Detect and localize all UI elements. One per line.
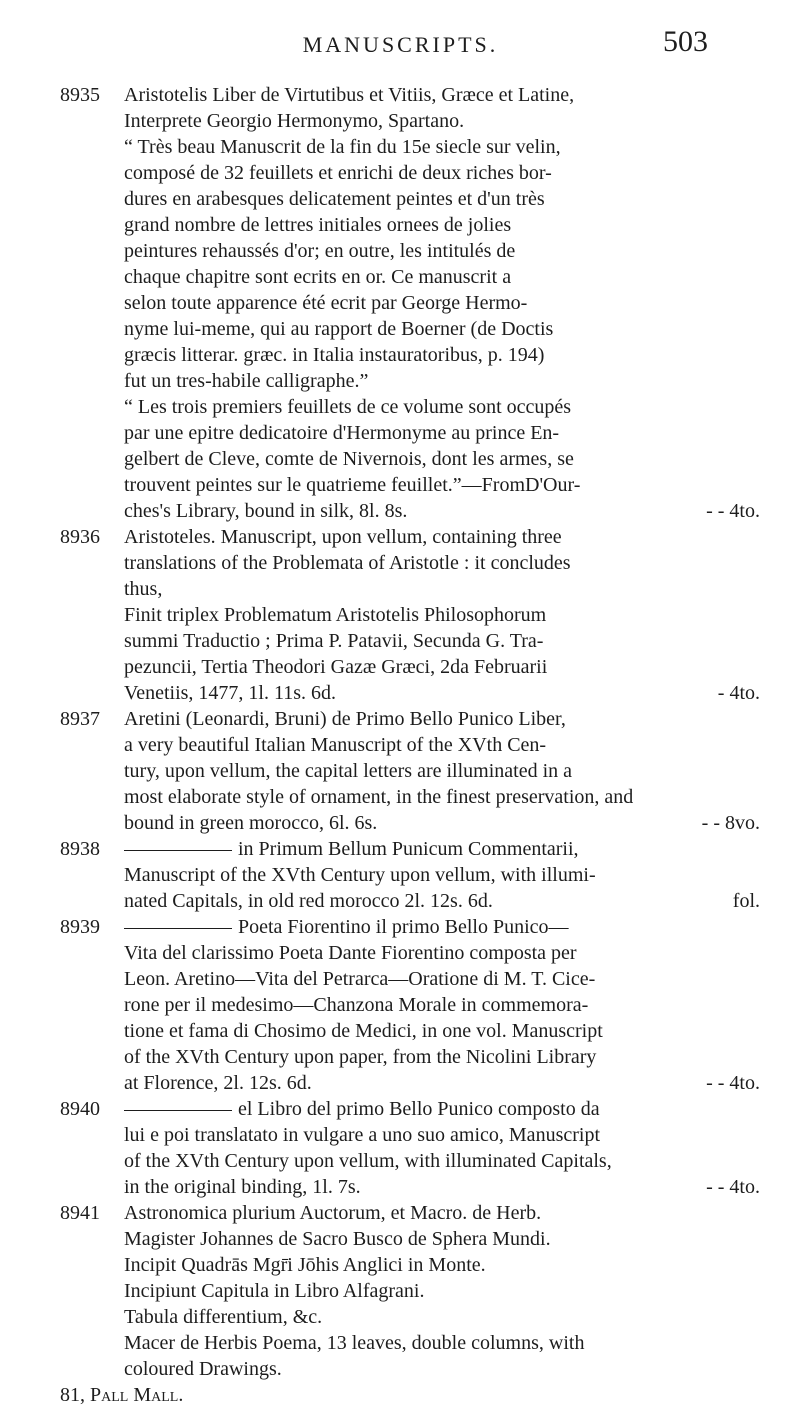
entry-line	[124, 680, 760, 706]
line-text: nated Capitals, in old red morocco 2l. 12s. 6d.	[124, 890, 493, 912]
ditto-rule	[124, 1110, 232, 1111]
entry-line	[124, 108, 760, 134]
format-price: - - 4to.	[706, 1176, 760, 1198]
lot-number: 8938	[60, 838, 100, 860]
entry-line	[124, 1278, 760, 1304]
entry-line	[124, 1174, 760, 1200]
entry-line	[124, 1252, 760, 1278]
entry-line	[124, 1200, 760, 1226]
line-text: par une epitre dedicatoire d'Hermonyme au prince En-	[124, 422, 560, 444]
entry-line	[124, 706, 760, 732]
entry-line	[124, 82, 760, 108]
line-text: Venetiis, 1477, 1l. 11s. 6d.	[124, 682, 337, 704]
entry-text	[124, 1200, 760, 1382]
line-text: ches's Library, bound in silk, 8l. 8s.	[124, 500, 408, 522]
line-text: Incipit Quadrās Mgr̄i Jōhis Anglici in Monte.	[124, 1254, 486, 1276]
line-text: græcis litterar. græc. in Italia instauratoribus, p. 194)	[124, 344, 545, 366]
line-text: thus,	[124, 578, 163, 600]
line-text: Poeta Fiorentino il primo Bello Punico—	[238, 916, 569, 938]
line-text: gelbert de Cleve, comte de Nivernois, dont les armes, se	[124, 448, 574, 470]
catalogue-entry	[60, 836, 760, 914]
ditto-rule	[124, 850, 232, 851]
entry-line	[124, 264, 760, 290]
ditto-rule	[124, 928, 232, 929]
line-text: fut un tres-habile calligraphe.”	[124, 370, 369, 392]
line-text: Interprete Georgio Hermonymo, Spartano.	[124, 110, 465, 132]
catalogue-body	[60, 82, 760, 1408]
line-text: peintures rehaussés d'or; en outre, les intitulés de	[124, 240, 516, 262]
entry-line	[124, 212, 760, 238]
entry-line	[124, 420, 760, 446]
line-text: summi Traductio ; Prima P. Patavii, Secunda G. Tra-	[124, 630, 544, 652]
line-text: Finit triplex Problematum Aristotelis Philosophorum	[124, 604, 547, 626]
entry-text	[124, 1096, 760, 1200]
entry-line	[124, 1096, 760, 1122]
lot-number: 8941	[60, 1202, 100, 1224]
line-text: Aristoteles. Manuscript, upon vellum, containing three	[124, 526, 562, 548]
entry-line	[124, 238, 760, 264]
line-text: “ Très beau Manuscrit de la fin du 15e siecle sur velin,	[124, 136, 561, 158]
entry-line	[124, 446, 760, 472]
entry-line	[124, 628, 760, 654]
entry-line	[124, 576, 760, 602]
entry-line	[124, 1122, 760, 1148]
entry-line	[124, 1148, 760, 1174]
line-text: lui e poi translatato in vulgare a uno suo amico, Manuscript	[124, 1124, 600, 1146]
entry-line	[124, 134, 760, 160]
line-text: tione et fama di Chosimo de Medici, in one vol. Manuscript	[124, 1020, 603, 1042]
format-price: - - 8vo.	[701, 812, 760, 834]
line-text: of the XVth Century upon vellum, with illuminated Capitals,	[124, 1150, 612, 1172]
line-text: in the original binding, 1l. 7s.	[124, 1176, 361, 1198]
line-text: tury, upon vellum, the capital letters are illuminated in a	[124, 760, 573, 782]
entry-line	[124, 992, 760, 1018]
line-text: composé de 32 feuillets et enrichi de deux riches bor-	[124, 162, 552, 184]
line-text: rone per il medesimo—Chanzona Morale in commemora-	[124, 994, 589, 1016]
line-text: trouvent peintes sur le quatrieme feuillet.”—FromD'Our-	[124, 474, 581, 496]
line-text: in Primum Bellum Punicum Commentarii,	[238, 838, 579, 860]
page-number: 503	[663, 25, 708, 58]
entry-line	[124, 1018, 760, 1044]
entry-text	[124, 706, 760, 836]
line-text: nyme lui-meme, qui au rapport de Boerner (de Doctis	[124, 318, 554, 340]
entry-line	[124, 160, 760, 186]
entry-line	[124, 498, 760, 524]
line-text: chaque chapitre sont ecrits en or. Ce manuscrit a	[124, 266, 512, 288]
lot-number: 8935	[60, 84, 100, 106]
entry-line	[124, 784, 760, 810]
entry-text	[124, 524, 760, 706]
line-text: Incipiunt Capitula in Libro Alfagrani.	[124, 1280, 425, 1302]
line-text: bound in green morocco, 6l. 6s.	[124, 812, 378, 834]
entry-line	[124, 1330, 760, 1356]
lot-number: 8937	[60, 708, 100, 730]
lot-number: 8940	[60, 1098, 100, 1120]
entry-line	[124, 186, 760, 212]
format-price: - - 4to.	[706, 500, 760, 522]
line-text: Aretini (Leonardi, Bruni) de Primo Bello Punico Liber,	[124, 708, 566, 730]
line-text: Astronomica plurium Auctorum, et Macro. de Herb.	[124, 1202, 542, 1224]
entry-line	[124, 940, 760, 966]
line-text: selon toute apparence été ecrit par George Hermo-	[124, 292, 528, 314]
entry-line	[124, 914, 760, 940]
entry-line	[124, 524, 760, 550]
entry-line	[124, 550, 760, 576]
line-text: pezuncii, Tertia Theodori Gazæ Græci, 2da Februarii	[124, 656, 548, 678]
entry-line	[124, 368, 760, 394]
format-price: fol.	[732, 890, 760, 912]
line-text: translations of the Problemata of Aristotle : it concludes	[124, 552, 571, 574]
entry-text	[124, 836, 760, 914]
entry-line	[124, 316, 760, 342]
line-text: grand nombre de lettres initiales ornees de jolies	[124, 214, 512, 236]
line-text: el Libro del primo Bello Punico composto da	[238, 1098, 600, 1120]
entry-line	[124, 758, 760, 784]
lot-number: 8939	[60, 916, 100, 938]
entry-text	[124, 914, 760, 1096]
lot-number: 8936	[60, 526, 100, 548]
line-text: most elaborate style of ornament, in the finest preservation, and	[124, 786, 634, 808]
catalogue-entry	[60, 706, 760, 836]
entry-line	[124, 394, 760, 420]
catalogue-entry	[60, 1096, 760, 1200]
line-text: “ Les trois premiers feuillets de ce volume sont occupés	[124, 396, 572, 418]
line-text: Manuscript of the XVth Century upon vellum, with illumi-	[124, 864, 596, 886]
entry-line	[124, 1226, 760, 1252]
entry-line	[124, 810, 760, 836]
entry-line	[124, 732, 760, 758]
entry-line	[124, 290, 760, 316]
line-text: Tabula differentium, &c.	[124, 1306, 323, 1328]
line-text: Magister Johannes de Sacro Busco de Sphera Mundi.	[124, 1228, 551, 1250]
entry-line	[124, 342, 760, 368]
entry-line	[124, 888, 760, 914]
line-text: Leon. Aretino—Vita del Petrarca—Oratione di M. T. Cice-	[124, 968, 596, 990]
entry-line	[124, 862, 760, 888]
line-text: dures en arabesques delicatement peintes et d'un très	[124, 188, 545, 210]
running-title: MANUSCRIPTS.	[302, 32, 499, 57]
catalogue-entry	[60, 524, 760, 706]
entry-line	[124, 654, 760, 680]
line-text: at Florence, 2l. 12s. 6d.	[124, 1072, 312, 1094]
entry-line	[124, 602, 760, 628]
entry-text	[124, 82, 760, 524]
entry-line	[124, 472, 760, 498]
entry-line	[124, 836, 760, 862]
line-text: coloured Drawings.	[124, 1358, 282, 1380]
entry-line	[124, 1044, 760, 1070]
catalogue-entry	[60, 1200, 760, 1382]
line-text: a very beautiful Italian Manuscript of the XVth Cen-	[124, 734, 547, 756]
page-header	[0, 20, 801, 70]
entry-line	[124, 1070, 760, 1096]
catalogue-entry	[60, 914, 760, 1096]
catalogue-entry	[60, 82, 760, 524]
line-text: Aristotelis Liber de Virtutibus et Vitiis, Græce et Latine,	[124, 84, 575, 106]
format-price: - 4to.	[717, 682, 760, 704]
line-text: Vita del clarissimo Poeta Dante Fiorentino composta per	[124, 942, 577, 964]
footer-address: 81, Pall Mall.	[60, 1384, 184, 1406]
entry-line	[124, 1356, 760, 1382]
entry-line	[124, 1304, 760, 1330]
format-price: - - 4to.	[706, 1072, 760, 1094]
line-text: of the XVth Century upon paper, from the Nicolini Library	[124, 1046, 597, 1068]
line-text: Macer de Herbis Poema, 13 leaves, double columns, with	[124, 1332, 585, 1354]
entry-line	[124, 966, 760, 992]
